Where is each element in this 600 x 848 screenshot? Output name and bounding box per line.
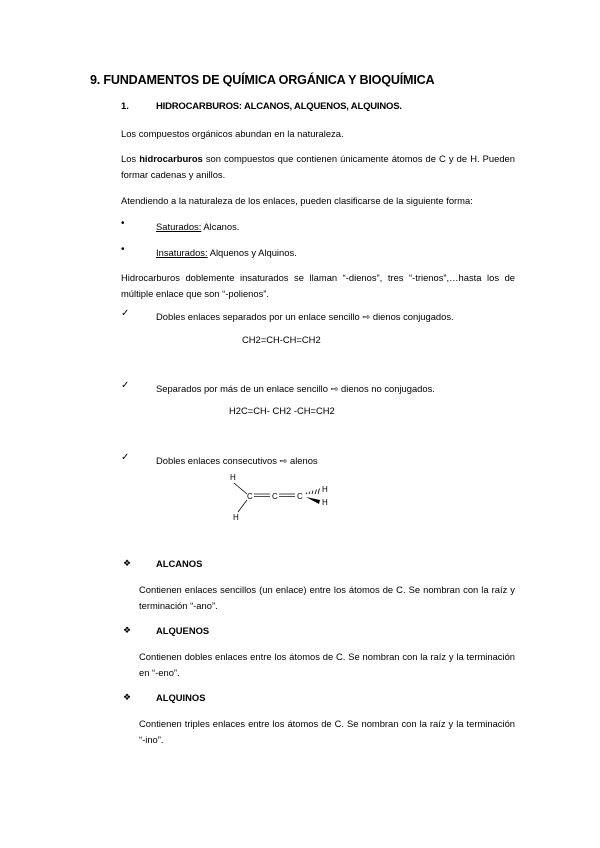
atom-h: H (230, 473, 236, 482)
atom-c: C (247, 492, 253, 501)
intro-p2-bold: hidrocarburos (139, 153, 203, 164)
diene-item-result: dienos conjugados. (370, 311, 454, 322)
atom-h: H (233, 513, 239, 522)
diene-item (156, 381, 435, 397)
check-icon: ✓ (121, 380, 130, 391)
family-description: Contienen triples enlaces entre los átomos de C. Se nombran con la raíz y la terminación “-ino”. (139, 718, 515, 745)
diene-item-text: Dobles enlaces consecutivos (156, 455, 280, 466)
arrow-right-icon: ⇨ (330, 383, 339, 394)
diene-item (156, 453, 318, 469)
arrow-right-icon: ⇨ (362, 311, 371, 322)
intro-p2-post: son compuestos que contienen únicamente átomos de C y de H. Pueden formar cadenas y anillos. (121, 153, 515, 180)
check-icon: ✓ (121, 452, 130, 463)
bond (234, 483, 247, 494)
diene-item (156, 309, 454, 325)
intro-paragraph-3: Atendiendo a la naturaleza de los enlaces, pueden clasificarse de la siguiente forma: (121, 195, 473, 206)
intro-paragraph-2 (121, 151, 515, 183)
bond (238, 500, 247, 512)
bullet-icon: • (121, 218, 125, 229)
family-title: ALQUENOS (156, 625, 210, 636)
allene-structure (220, 468, 340, 528)
page-title: 9. FUNDAMENTOS DE QUÍMICA ORGÁNICA Y BIOQUÍMICA (90, 73, 435, 87)
atom-c: C (272, 492, 278, 501)
hashed-wedge (306, 489, 320, 495)
diamond-bullet-icon: ❖ (123, 692, 132, 702)
dienes-intro: Hidrocarburos doblemente insaturados se llaman “-dienos”, tres “-trienos”,…hasta los de múltiple enlace que son “-polienos”. (121, 272, 515, 299)
classification-label: Saturados: (156, 221, 202, 232)
section-number: 1. (121, 101, 129, 112)
diene-item-text: Dobles enlaces separados por un enlace sencillo (156, 311, 363, 322)
atom-h: H (322, 485, 328, 494)
intro-paragraph-1: Los compuestos orgánicos abundan en la naturaleza. (121, 128, 344, 139)
classification-item (156, 219, 239, 235)
section-title: HIDROCARBUROS: ALCANOS, ALQUENOS, ALQUINOS. (156, 101, 402, 112)
check-icon: ✓ (121, 308, 130, 319)
classification-label: Insaturados: (156, 247, 208, 258)
classification-text: Alquenos y Alquinos. (207, 247, 297, 258)
classification-text: Alcanos. (201, 221, 240, 232)
atom-h: H (322, 498, 328, 507)
diene-item-text: Separados por más de un enlace sencillo (156, 383, 331, 394)
diamond-bullet-icon: ❖ (123, 558, 132, 568)
family-description: Contienen enlaces sencillos (un enlace) entre los átomos de C. Se nombran con la raíz y terminación “-ano”. (139, 584, 515, 611)
diene-item-result: alenos (287, 455, 318, 466)
arrow-right-icon: ⇨ (279, 455, 288, 466)
intro-p2-pre: Los (121, 153, 140, 164)
family-title: ALCANOS (156, 558, 203, 569)
formula: H2C=CH- CH2 -CH=CH2 (229, 405, 335, 416)
bullet-icon: • (121, 244, 125, 255)
diamond-bullet-icon: ❖ (123, 625, 132, 635)
family-title: ALQUINOS (156, 692, 206, 703)
classification-item (156, 245, 297, 261)
formula: CH2=CH-CH=CH2 (242, 334, 321, 345)
atom-c: C (297, 492, 303, 501)
family-description: Contienen dobles enlaces entre los átomos de C. Se nombran con la raíz y la terminación en “-eno”. (139, 651, 515, 678)
diene-item-result: dienos no conjugados. (338, 383, 435, 394)
solid-wedge (306, 497, 320, 504)
